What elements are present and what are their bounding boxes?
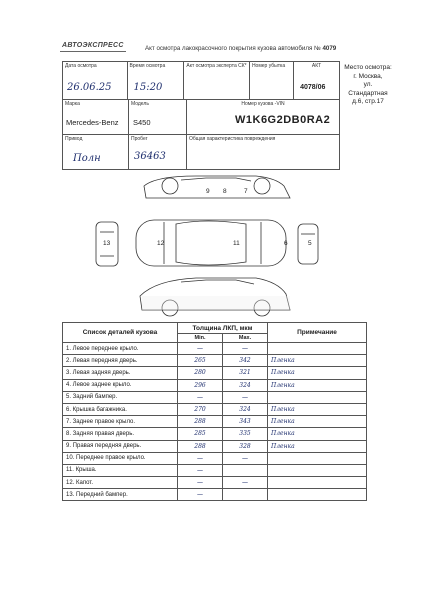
mileage-value: 36463 xyxy=(134,151,166,162)
drive-label: Привод xyxy=(65,136,83,142)
max-value: 328 xyxy=(223,440,268,452)
min-value: 270 xyxy=(178,403,223,415)
drive-value: Полн xyxy=(73,153,101,164)
date-value: 26.06.25 xyxy=(67,82,112,93)
max-value: — xyxy=(223,477,268,489)
info-row-2 xyxy=(62,99,340,170)
company-logo: АВТОЭКСПРЕСС xyxy=(62,42,124,49)
model-label: Модель xyxy=(131,101,149,107)
phone-cell xyxy=(249,62,293,100)
act-label: АКТ xyxy=(311,63,322,69)
part-name: 12. Капот. xyxy=(63,477,178,489)
max-value xyxy=(223,464,268,476)
table-row xyxy=(63,403,367,415)
note-value: Пленка xyxy=(268,428,367,440)
max-value: — xyxy=(223,343,268,355)
time-cell xyxy=(127,62,184,100)
part-name: 4. Левое заднее крыло. xyxy=(63,379,178,391)
table-row xyxy=(63,464,367,476)
mileage-cell xyxy=(129,135,187,170)
min-value: 288 xyxy=(178,416,223,428)
place-label: Место осмотра: xyxy=(344,64,392,71)
general-label: Общая характеристика повреждения xyxy=(189,136,276,142)
table-row xyxy=(63,343,367,355)
drive-cell xyxy=(63,135,129,170)
paint-thickness-table xyxy=(62,322,367,501)
header-max: Max. xyxy=(223,334,268,343)
header-parts: Список деталей кузова xyxy=(63,323,178,343)
max-value: 324 xyxy=(223,379,268,391)
max-value: 321 xyxy=(223,367,268,379)
vin-value: W1K6G2DB0RA2 xyxy=(235,114,331,126)
model-value: S450 xyxy=(133,118,151,127)
min-value: 288 xyxy=(178,440,223,452)
min-value: — xyxy=(178,452,223,464)
part-name: 13. Передний бампер. xyxy=(63,489,178,501)
max-value xyxy=(223,489,268,501)
general-cell xyxy=(187,135,340,170)
part-name: 9. Правая передняя дверь. xyxy=(63,440,178,452)
note-value: Пленка xyxy=(268,416,367,428)
diagram-num-9: 9 xyxy=(206,188,210,195)
min-value: — xyxy=(178,391,223,403)
document-title-text: Акт осмотра лакокрасочного покрытия кузова автомобиля № xyxy=(145,45,321,52)
diagram-num-5: 5 xyxy=(308,240,312,247)
note-value xyxy=(268,489,367,501)
inspector-cell xyxy=(184,62,250,100)
max-value: 343 xyxy=(223,416,268,428)
header-min: Min. xyxy=(178,334,223,343)
header-note: Примечание xyxy=(268,323,367,343)
right-front-wheel xyxy=(162,178,178,194)
min-value: — xyxy=(178,477,223,489)
part-name: 10. Переднее правое крыло. xyxy=(63,452,178,464)
part-name: 5. Задний бампер. xyxy=(63,391,178,403)
table-row xyxy=(63,452,367,464)
table-row xyxy=(63,440,367,452)
table-row xyxy=(63,477,367,489)
date-label: Дата осмотра xyxy=(65,63,97,69)
table-row xyxy=(63,391,367,403)
table-row xyxy=(63,367,367,379)
min-value: — xyxy=(178,464,223,476)
note-value xyxy=(268,391,367,403)
header-thickness: Толщина ЛКП, мкм xyxy=(178,323,268,334)
part-name: 3. Левая задняя дверь. xyxy=(63,367,178,379)
table-header-row xyxy=(63,323,367,334)
note-value: Пленка xyxy=(268,367,367,379)
part-name: 7. Заднее правое крыло. xyxy=(63,416,178,428)
note-value: Пленка xyxy=(268,355,367,367)
time-label: Время осмотра xyxy=(129,63,166,69)
note-value xyxy=(268,477,367,489)
min-value: 280 xyxy=(178,367,223,379)
model-cell xyxy=(129,100,187,135)
act-number: 4079 xyxy=(322,45,337,52)
place-building: д.6, стр.17 xyxy=(352,98,384,105)
vin-cell xyxy=(187,100,340,135)
part-name: 8. Задняя правая дверь. xyxy=(63,428,178,440)
diagram-num-11: 11 xyxy=(233,240,240,247)
max-value: — xyxy=(223,452,268,464)
info-row-1 xyxy=(62,61,340,100)
date-cell xyxy=(63,62,128,100)
brand-value: Mercedes-Benz xyxy=(66,118,119,127)
diagram-num-7: 7 xyxy=(244,188,248,195)
table-row xyxy=(63,428,367,440)
act-value: 4078/06 xyxy=(300,84,326,91)
note-value: Пленка xyxy=(268,379,367,391)
max-value: 324 xyxy=(223,403,268,415)
min-value: 296 xyxy=(178,379,223,391)
max-value: — xyxy=(223,391,268,403)
min-value: 265 xyxy=(178,355,223,367)
diagram-num-6: 6 xyxy=(284,240,288,247)
inspection-place xyxy=(344,64,392,107)
phone-label: Номер убытка xyxy=(251,63,286,69)
note-value xyxy=(268,452,367,464)
table-row xyxy=(63,416,367,428)
min-value: — xyxy=(178,489,223,501)
note-value: Пленка xyxy=(268,403,367,415)
table-row xyxy=(63,379,367,391)
max-value: 335 xyxy=(223,428,268,440)
table-row xyxy=(63,355,367,367)
note-value xyxy=(268,464,367,476)
max-value: 342 xyxy=(223,355,268,367)
act-cell xyxy=(294,62,340,100)
diagram-num-8: 8 xyxy=(223,188,227,195)
part-name: 11. Крыша. xyxy=(63,464,178,476)
place-street: ул. Стандартная xyxy=(348,81,388,97)
diagram-num-12: 12 xyxy=(157,240,165,247)
min-value: — xyxy=(178,343,223,355)
vin-label: Номер кузова -VIN xyxy=(241,101,285,107)
part-name: 2. Левая передняя дверь. xyxy=(63,355,178,367)
note-value: Пленка xyxy=(268,440,367,452)
diagram-num-13: 13 xyxy=(103,240,111,247)
right-rear-wheel xyxy=(254,178,270,194)
place-city: г. Москва, xyxy=(353,72,383,80)
min-value: 285 xyxy=(178,428,223,440)
table-row xyxy=(63,489,367,501)
brand-cell xyxy=(63,100,129,135)
part-name: 1. Левое переднее крыло. xyxy=(63,343,178,355)
brand-label: Марка xyxy=(65,101,80,107)
part-name: 6. Крышка багажника. xyxy=(63,403,178,415)
note-value xyxy=(268,343,367,355)
document-title xyxy=(145,45,336,52)
inspector-label: Акт осмотра эксперта СК* xyxy=(186,63,247,69)
time-value: 15:20 xyxy=(133,82,163,93)
logo-underline xyxy=(60,51,126,52)
mileage-label: Пробег xyxy=(131,136,148,142)
